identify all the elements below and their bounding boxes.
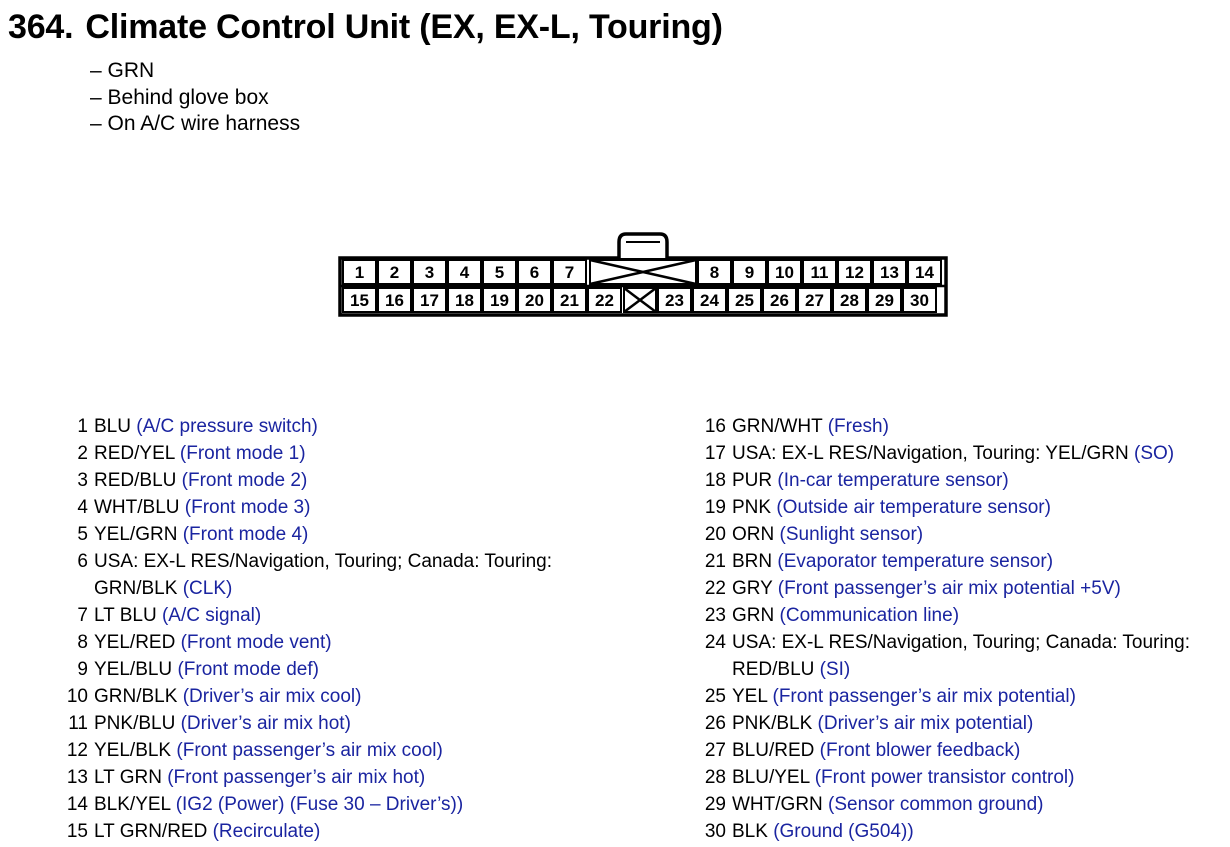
pin-list-right xyxy=(696,413,1226,845)
pin-text xyxy=(88,791,463,818)
pin-row-22 xyxy=(696,575,1226,602)
wire-color: WHT/GRN xyxy=(732,794,823,815)
pin-number: 30 xyxy=(704,821,726,842)
pin-description: (Evaporator temperature sensor) xyxy=(777,551,1054,572)
wire-color: YEL/GRN xyxy=(94,524,178,545)
pin-row-2 xyxy=(58,440,658,467)
pin-description: (Front power transistor control) xyxy=(814,767,1075,788)
wire-color-line2: RED/BLU xyxy=(732,659,815,680)
pin-description: (A/C pressure switch) xyxy=(136,416,318,437)
pin-description: (Front passenger’s air mix potential +5V) xyxy=(777,578,1121,599)
pin-text xyxy=(726,494,1051,521)
pin-text xyxy=(726,818,914,845)
wire-color: ORN xyxy=(732,524,775,545)
pin-row-7 xyxy=(58,602,658,629)
pin-label-12: 12 xyxy=(845,263,864,282)
pin-description: (Front passenger’s air mix hot) xyxy=(167,767,426,788)
pin-row-26 xyxy=(696,710,1226,737)
wire-color: WHT/BLU xyxy=(94,497,180,518)
pin-label-1: 1 xyxy=(354,263,365,282)
pin-description: (Front mode 3) xyxy=(184,497,311,518)
wire-color: YEL/RED xyxy=(94,632,176,653)
pin-text xyxy=(88,737,443,764)
pin-text xyxy=(726,440,1174,467)
pin-description: (Front passenger’s air mix potential) xyxy=(772,686,1076,707)
pin-label-30: 30 xyxy=(910,291,929,310)
wire-color: USA: EX-L RES/Navigation, Touring; Canada: Touring: xyxy=(94,551,553,572)
pin-description: (Front mode vent) xyxy=(180,632,332,653)
pin-row-29 xyxy=(696,791,1226,818)
pin-label-15: 15 xyxy=(350,291,369,310)
pin-label-8: 8 xyxy=(709,263,720,282)
pin-number: 9 xyxy=(77,659,88,680)
pin-text xyxy=(88,467,307,494)
pin-number: 17 xyxy=(704,443,726,464)
pin-row-6 xyxy=(58,548,658,602)
pin-number: 1 xyxy=(77,416,88,437)
pin-label-29: 29 xyxy=(875,291,894,310)
pin-label-22: 22 xyxy=(595,291,614,310)
pin-number: 21 xyxy=(704,551,726,572)
attribute-harness: – On A/C wire harness xyxy=(90,112,301,135)
wire-color: BLU xyxy=(94,416,131,437)
pin-row-20 xyxy=(696,521,1226,548)
pin-row-25 xyxy=(696,683,1226,710)
pin-label-18: 18 xyxy=(455,291,474,310)
attribute-color: – GRN xyxy=(90,59,155,82)
wire-color: BRN xyxy=(732,551,773,572)
pin-label-17: 17 xyxy=(420,291,439,310)
wire-color: YEL/BLU xyxy=(94,659,173,680)
pin-description: (Driver’s air mix cool) xyxy=(182,686,362,707)
attribute-location: – Behind glove box xyxy=(90,85,269,109)
pin-row-11 xyxy=(58,710,658,737)
wire-color: PUR xyxy=(732,470,773,491)
pin-description: (Outside air temperature sensor) xyxy=(776,497,1051,518)
pin-text xyxy=(726,710,1033,737)
pin-row-14 xyxy=(58,791,658,818)
pin-label-27: 27 xyxy=(805,291,824,310)
wire-color: RED/YEL xyxy=(94,443,175,464)
connector-diagram xyxy=(338,228,950,318)
pin-label-25: 25 xyxy=(735,291,754,310)
wire-color: USA: EX-L RES/Navigation, Touring: YEL/GRN xyxy=(732,443,1129,464)
pin-text xyxy=(726,683,1076,710)
pin-description: (Front mode 1) xyxy=(179,443,306,464)
pin-row-5 xyxy=(58,521,658,548)
pin-label-21: 21 xyxy=(560,291,579,310)
pin-text xyxy=(726,602,959,629)
page-title xyxy=(8,8,723,47)
pin-number: 24 xyxy=(704,632,726,653)
pin-number: 19 xyxy=(704,497,726,518)
pin-text xyxy=(726,575,1121,602)
pin-label-4: 4 xyxy=(459,263,470,282)
wire-color: YEL/BLK xyxy=(94,740,172,761)
pin-description: (Sunlight sensor) xyxy=(779,524,924,545)
pin-row-28 xyxy=(696,764,1226,791)
pin-row-12 xyxy=(58,737,658,764)
wire-color: RED/BLU xyxy=(94,470,177,491)
pin-number: 8 xyxy=(77,632,88,653)
wire-color: BLK xyxy=(732,821,768,842)
wire-color: BLU/RED xyxy=(732,740,815,761)
pin-number: 2 xyxy=(77,443,88,464)
wire-color: LT BLU xyxy=(94,605,157,626)
pin-number: 10 xyxy=(66,686,88,707)
title-text: Climate Control Unit (EX, EX-L, Touring) xyxy=(85,8,723,46)
pin-description: (Front blower feedback) xyxy=(819,740,1021,761)
pin-label-7: 7 xyxy=(564,263,575,282)
pin-description: (A/C signal) xyxy=(161,605,262,626)
pin-label-11: 11 xyxy=(810,263,829,282)
pin-row-15 xyxy=(58,818,658,845)
pin-text xyxy=(726,737,1020,764)
wire-color: BLU/YEL xyxy=(732,767,810,788)
pin-text xyxy=(88,629,332,656)
pin-description: (Front mode 2) xyxy=(181,470,308,491)
wire-color: YEL xyxy=(732,686,768,707)
pin-description: (Fresh) xyxy=(827,416,889,437)
pin-number: 11 xyxy=(68,713,88,734)
pin-text xyxy=(88,521,308,548)
pin-label-5: 5 xyxy=(494,263,505,282)
wire-color: PNK xyxy=(732,497,772,518)
pin-label-16: 16 xyxy=(385,291,404,310)
pin-text xyxy=(88,413,318,440)
pin-text xyxy=(88,494,310,521)
pin-number: 16 xyxy=(704,416,726,437)
connector-latch xyxy=(619,234,667,258)
pin-text xyxy=(88,764,425,791)
pin-number: 25 xyxy=(704,686,726,707)
pin-label-24: 24 xyxy=(700,291,719,310)
pin-row-17 xyxy=(696,440,1226,467)
pin-number: 7 xyxy=(77,605,88,626)
pin-number: 6 xyxy=(77,551,88,572)
pin-text xyxy=(726,521,923,548)
pin-row-10 xyxy=(58,683,658,710)
pin-row-16 xyxy=(696,413,1226,440)
pin-text xyxy=(726,764,1074,791)
pin-description: (Communication line) xyxy=(779,605,960,626)
pin-number: 14 xyxy=(66,794,88,815)
pin-row-18 xyxy=(696,467,1226,494)
pin-description: (Ground (G504)) xyxy=(773,821,914,842)
pin-description: (SI) xyxy=(819,659,851,680)
pin-number: 23 xyxy=(704,605,726,626)
pin-number: 20 xyxy=(704,524,726,545)
pin-text xyxy=(88,710,351,737)
pin-row-30 xyxy=(696,818,1226,845)
pin-label-13: 13 xyxy=(880,263,899,282)
pin-description: (Sensor common ground) xyxy=(828,794,1044,815)
pin-label-19: 19 xyxy=(490,291,509,310)
pin-number: 27 xyxy=(704,740,726,761)
pin-description: (Front passenger’s air mix cool) xyxy=(176,740,443,761)
pin-row-4 xyxy=(58,494,658,521)
pin-label-26: 26 xyxy=(770,291,789,310)
pin-number: 26 xyxy=(704,713,726,734)
wire-color: GRN/BLK xyxy=(94,686,178,707)
pin-label-28: 28 xyxy=(840,291,859,310)
pin-row-8 xyxy=(58,629,658,656)
pin-number: 15 xyxy=(66,821,88,842)
pin-label-23: 23 xyxy=(665,291,684,310)
pin-row-9 xyxy=(58,656,658,683)
pin-label-10: 10 xyxy=(775,263,794,282)
pin-text xyxy=(88,683,361,710)
pin-description: (IG2 (Power) (Fuse 30 – Driver’s)) xyxy=(175,794,464,815)
pin-text xyxy=(88,602,261,629)
pin-text xyxy=(88,548,552,602)
wire-color: GRY xyxy=(732,578,773,599)
wire-color: USA: EX-L RES/Navigation, Touring; Canada: Touring: xyxy=(732,632,1191,653)
pin-row-21 xyxy=(696,548,1226,575)
wire-color: PNK/BLU xyxy=(94,713,176,734)
pin-number: 12 xyxy=(66,740,88,761)
pin-text xyxy=(726,467,1009,494)
section-number: 364. xyxy=(8,8,74,46)
pin-row-27 xyxy=(696,737,1226,764)
pin-text xyxy=(726,413,889,440)
pin-row-3 xyxy=(58,467,658,494)
pin-number: 5 xyxy=(77,524,88,545)
pin-description: (Driver’s air mix potential) xyxy=(817,713,1034,734)
pin-label-3: 3 xyxy=(424,263,435,282)
pin-number: 3 xyxy=(77,470,88,491)
wire-color: BLK/YEL xyxy=(94,794,171,815)
wire-color: GRN/WHT xyxy=(732,416,823,437)
connector-attributes xyxy=(90,58,300,138)
pin-description: (Front mode def) xyxy=(177,659,319,680)
pin-row-13 xyxy=(58,764,658,791)
wire-color: PNK/BLK xyxy=(732,713,813,734)
pin-text xyxy=(726,791,1043,818)
pin-description: (CLK) xyxy=(182,578,233,599)
pin-number: 29 xyxy=(704,794,726,815)
pin-text xyxy=(726,548,1053,575)
pin-text xyxy=(88,818,320,845)
wire-color-line2: GRN/BLK xyxy=(94,578,178,599)
pin-number: 28 xyxy=(704,767,726,788)
pin-label-9: 9 xyxy=(744,263,755,282)
pin-label-2: 2 xyxy=(389,263,400,282)
pin-description: (Recirculate) xyxy=(212,821,321,842)
pin-number: 18 xyxy=(704,470,726,491)
wire-color: LT GRN xyxy=(94,767,162,788)
wire-color: LT GRN/RED xyxy=(94,821,208,842)
pin-row-23 xyxy=(696,602,1226,629)
connector-face-svg xyxy=(338,228,950,318)
pin-text xyxy=(88,440,306,467)
pin-number: 4 xyxy=(77,497,88,518)
pin-label-14: 14 xyxy=(915,263,934,282)
pin-row-1 xyxy=(58,413,658,440)
pin-row-24 xyxy=(696,629,1226,683)
pin-description: (SO) xyxy=(1134,443,1175,464)
pin-text xyxy=(88,656,319,683)
pin-number: 22 xyxy=(704,578,726,599)
pin-description: (Front mode 4) xyxy=(182,524,309,545)
pin-row-19 xyxy=(696,494,1226,521)
pin-number: 13 xyxy=(66,767,88,788)
pin-description: (In-car temperature sensor) xyxy=(777,470,1009,491)
pin-description: (Driver’s air mix hot) xyxy=(180,713,351,734)
pin-list-left xyxy=(58,413,658,845)
pin-label-6: 6 xyxy=(529,263,540,282)
pin-label-20: 20 xyxy=(525,291,544,310)
pin-text xyxy=(726,629,1190,683)
wire-color: GRN xyxy=(732,605,775,626)
